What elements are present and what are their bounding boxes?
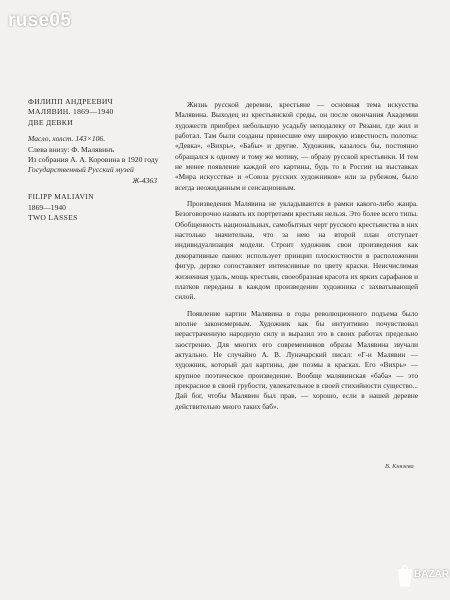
- painting-title-ru: ДВЕ ДЕВКИ: [28, 117, 73, 127]
- painting-title-en: TWO LASSES: [28, 213, 78, 223]
- medium-info: Масло, холст. 143×106.: [28, 134, 106, 144]
- artist-name-ru: ФИЛИПП АНДРЕЕВИЧ: [28, 97, 113, 106]
- artist-dates-ru: МАЛЯВИН. 1869—1940: [28, 107, 114, 117]
- paragraph-1: Жизнь русской деревни, крестьяне — основная тема искусства Малявина. Выходец из крестьянской среды, он после окончания Академии художеств приобрел небольшую усадьбу неподалеку от Рязани, где жил и работал. Там были созданы принесшие ему широкую известность полотна: «Девка», «Вихрь», «Бабы» и другие. Художник, казалось бы, постоянно обращался к одному и тому же мотиву, — образу русской крестьянки. И тем не менее появление каждой его картины, будь то в России на выставках «Мира искусства» и «Союза русских художников» или за рубежом, было всегда неожиданным и сенсационным.: [175, 100, 418, 192]
- article-text: [175, 100, 418, 418]
- artist-name-en: FILIPP MALIAVIN: [28, 192, 94, 202]
- museum: Государственный Русский музей: [28, 165, 134, 175]
- signature-location: Слева внизу: Ф. Малявинъ: [28, 144, 115, 154]
- paragraph-3: Появление картин Малявина в годы революционного подъема было вполне закономерным. Художник как бы интуитивно почувствовал нерастраченную народную силу и выразил это в своих работах предельно заостренно. Для многих его современников образы Малявина звучали актуально. Не случайно А. В. Луначарский писал: «Г-н Малявин — художник, который дал картины, две поэмы в красках. Его «Вихрь» — крупное поэтическое произведение. Вообще малявинская «баба» — это прекрасное в своей грубости, увлекательное в своей стихийности существо... Дай бог, чтобы Малявин был прав, — хорошо, если в нашей деревне действительно много таких баб».: [175, 308, 418, 411]
- caption-block: [28, 97, 163, 223]
- inventory-number: Ж-4363: [132, 175, 157, 185]
- bazar-logo-text: BAZAR: [414, 569, 449, 580]
- bazar-logo: [392, 555, 449, 595]
- watermark: ruse05: [8, 10, 72, 31]
- artist-years-en: 1869—1940: [28, 202, 66, 212]
- author-signature: В. Князева: [385, 463, 414, 470]
- provenance: Из собрания А. А. Коровина в 1920 году: [28, 155, 159, 165]
- paragraph-2: Произведения Малявина не укладываются в рамки какого-либо жанра. Безоговорочно назвать их портретами крестьян нельзя. Это более всего типы. Обобщенность национальных, самобытных черт русского крестьянства в них настолько значительна, что за нею на второй план отступает индивидуализация модели. Строит художник свои произведения как декоративные панно: использует принцип плоскостности в расположении фигур, дерзко сопоставляет интенсивные по цвету краски. Неисчислимая жизненная удаль, мощь крестьян, своеобразная красота их ярких сарафанов и платков переданы в каждом произведении художника с захватывающей силой.: [175, 199, 418, 302]
